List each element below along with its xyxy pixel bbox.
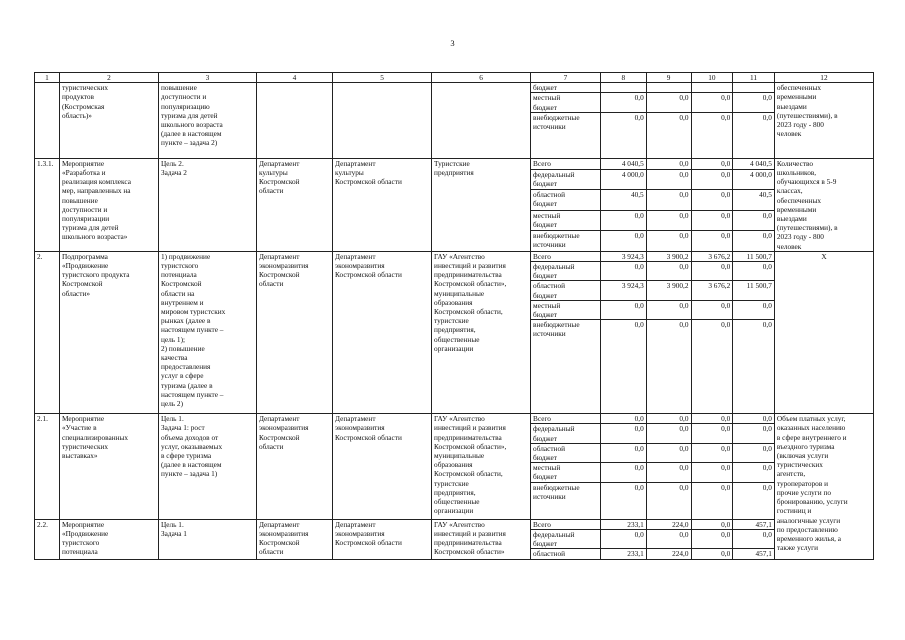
amount-cell: 0,0 [733,262,775,281]
amount-cell: 0,0 [600,529,646,548]
amount-cell: 0,0 [600,424,646,443]
item-result: Объем платных услуг, оказанных населению в сфере внутреннего и въездного туризма (включая услуги туристических агентств, туроператоров и прочие услуги по бронированию, услуги гостиниц и аналогичные услуги по предоставлению временного жилья, а также услуги [774,414,873,559]
funding-source: внебюджетные источники [531,112,601,158]
amount-cell: 4 040,5 [600,158,646,169]
item-name: туристических продуктов (Костромская область)» [60,83,159,159]
item-goal: Цель 2. Задача 2 [159,158,257,251]
item-participants [432,83,531,159]
funding-source: местный бюджет [531,300,601,319]
amount-cell: 4 040,5 [733,158,775,169]
amount-cell: 0,0 [733,482,775,519]
item-participants: ГАУ «Агентство инвестиций и развития предпринимательства Костромской области», муниципальные образования Костромской области, туристские предприятия, общественные организации [432,251,531,413]
amount-cell: 0,0 [691,262,733,281]
item-number: 2.2. [35,519,60,559]
amount-cell: 0,0 [646,300,691,319]
amount-cell: 0,0 [691,93,733,112]
funding-source: областной бюджет [531,190,601,211]
amount-cell: 0,0 [691,443,733,462]
amount-cell: 40,5 [600,190,646,211]
amount-cell: 3 924,3 [600,251,646,261]
header-cell: 9 [646,73,691,83]
amount-cell: 457,1 [733,519,775,529]
item-coexecutor: Департамент экономразвития Костромской области [333,414,432,519]
item-responsible: Департамент экономразвития Костромской области [256,519,332,559]
funding-source: федеральный бюджет [531,424,601,443]
funding-source: Всего [531,414,601,424]
amount-cell: 0,0 [733,443,775,462]
amount-cell: 0,0 [646,93,691,112]
amount-cell: 0,0 [600,210,646,231]
amount-cell: 0,0 [691,231,733,252]
amount-cell: 0,0 [691,549,733,559]
amount-cell: 0,0 [691,482,733,519]
amount-cell: 0,0 [600,93,646,112]
amount-cell: 0,0 [646,262,691,281]
amount-cell [646,83,691,93]
amount-cell: 0,0 [646,190,691,211]
amount-cell: 0,0 [646,320,691,414]
amount-cell: 0,0 [646,158,691,169]
item-goal: 1) продвижение туристского потенциала Костромской области на внутреннем и мировом туристских рынках (далее в настоящем пункте – цель 1); 2) повышение качества предоставления услуг в сфере туризма (далее в настоящем пункте – цель 2) [159,251,257,413]
amount-cell: 0,0 [646,529,691,548]
amount-cell: 0,0 [600,231,646,252]
item-coexecutor: Департамент культуры Костромской области [333,158,432,251]
amount-cell: 0,0 [600,482,646,519]
amount-cell: 0,0 [646,463,691,482]
item-coexecutor: Департамент экономразвития Костромской области [333,519,432,559]
table-row [35,158,874,169]
amount-cell: 0,0 [691,300,733,319]
funding-source: внебюджетные источники [531,482,601,519]
amount-cell: 0,0 [733,210,775,231]
header-cell: 6 [432,73,531,83]
amount-cell: 0,0 [733,93,775,112]
item-goal: Цель 1. Задача 1: рост объема доходов от услуг, оказываемых в сфере туризма (далее в настоящем пункте – задача 1) [159,414,257,519]
amount-cell: 0,0 [600,463,646,482]
item-name: Подпрограмма «Продвижение туристского продукта Костромской области» [60,251,159,413]
header-cell: 11 [733,73,775,83]
funding-source: федеральный бюджет [531,169,601,190]
amount-cell: 0,0 [691,529,733,548]
funding-source: областной [531,549,601,559]
header-row [35,73,874,83]
amount-cell [733,83,775,93]
item-responsible: Департамент экономразвития Костромской области [256,251,332,413]
header-cell: 10 [691,73,733,83]
table-row [35,414,874,424]
funding-source: местный бюджет [531,463,601,482]
amount-cell: 0,0 [691,190,733,211]
table-row [35,83,874,93]
funding-source: местный бюджет [531,93,601,112]
funding-source: бюджет [531,83,601,93]
item-responsible: Департамент культуры Костромской области [256,158,332,251]
amount-cell: 0,0 [600,443,646,462]
item-participants: ГАУ «Агентство инвестиций и развития предпринимательства Костромской области» [432,519,531,559]
header-cell: 5 [333,73,432,83]
amount-cell: 0,0 [600,112,646,158]
item-result: Количество школьников, обучающихся в 5-9 классах, обеспеченных временными выездами (путешествиями), в 2023 году - 800 человек [774,158,873,251]
item-name: Мероприятие «Участие в специализированных туристических выставках» [60,414,159,519]
amount-cell: 11 500,7 [733,251,775,261]
amount-cell [600,83,646,93]
item-participants: Туристские предприятия [432,158,531,251]
item-name: Мероприятие «Продвижение туристского потенциала [60,519,159,559]
program-table [34,72,874,560]
page-number: 3 [450,38,455,48]
amount-cell: 0,0 [691,112,733,158]
funding-source: федеральный бюджет [531,262,601,281]
amount-cell: 0,0 [646,482,691,519]
amount-cell: 224,0 [646,519,691,529]
item-number [35,83,60,159]
header-cell: 2 [60,73,159,83]
amount-cell: 0,0 [600,414,646,424]
header-cell: 7 [531,73,601,83]
amount-cell: 0,0 [600,262,646,281]
amount-cell: 3 676,2 [691,251,733,261]
amount-cell: 0,0 [733,414,775,424]
amount-cell: 4 000,0 [733,169,775,190]
funding-source: внебюджетные источники [531,231,601,252]
item-participants: ГАУ «Агентство инвестиций и развития предпринимательства Костромской области», муниципальные образования Костромской области, туристские предприятия, общественные организации [432,414,531,519]
table-row [35,251,874,261]
funding-source: областной бюджет [531,443,601,462]
amount-cell: 0,0 [646,231,691,252]
amount-cell: 3 676,2 [691,281,733,300]
amount-cell: 0,0 [733,424,775,443]
amount-cell: 0,0 [691,320,733,414]
amount-cell: 0,0 [733,300,775,319]
amount-cell: 0,0 [600,320,646,414]
amount-cell: 457,1 [733,549,775,559]
header-cell: 1 [35,73,60,83]
amount-cell: 0,0 [646,443,691,462]
funding-source: Всего [531,158,601,169]
item-responsible: Департамент экономразвития Костромской области [256,414,332,519]
item-number: 2. [35,251,60,413]
amount-cell: 0,0 [600,300,646,319]
funding-source: областной бюджет [531,281,601,300]
amount-cell: 11 500,7 [733,281,775,300]
item-result: обеспеченных временными выездами (путешествиями), в 2023 году - 800 человек [774,83,873,159]
table-row [35,519,874,529]
amount-cell: 0,0 [691,519,733,529]
amount-cell: 0,0 [691,414,733,424]
amount-cell: 0,0 [733,112,775,158]
item-number: 1.3.1. [35,158,60,251]
amount-cell: 0,0 [691,463,733,482]
funding-source: Всего [531,251,601,261]
item-number: 2.1. [35,414,60,519]
amount-cell: 0,0 [691,210,733,231]
funding-source: местный бюджет [531,210,601,231]
funding-source: внебюджетные источники [531,320,601,414]
item-coexecutor [333,83,432,159]
amount-cell: 0,0 [733,231,775,252]
header-cell: 8 [600,73,646,83]
amount-cell: 0,0 [733,529,775,548]
amount-cell: 0,0 [646,210,691,231]
item-coexecutor: Департамент экономразвития Костромской области [333,251,432,413]
amount-cell: 233,1 [600,519,646,529]
item-goal: Цель 1. Задача 1 [159,519,257,559]
amount-cell: 3 900,2 [646,251,691,261]
amount-cell: 0,0 [733,463,775,482]
amount-cell: 0,0 [646,169,691,190]
header-cell: 3 [159,73,257,83]
amount-cell: 40,5 [733,190,775,211]
item-result: Х [774,251,873,413]
amount-cell: 224,0 [646,549,691,559]
item-goal: повышение доступности и популяризацию туризма для детей школьного возраста (далее в настоящем пункте – задача 2) [159,83,257,159]
amount-cell: 0,0 [646,424,691,443]
amount-cell: 0,0 [733,320,775,414]
amount-cell: 3 924,3 [600,281,646,300]
amount-cell: 0,0 [691,169,733,190]
header-cell: 4 [256,73,332,83]
funding-source: федеральный бюджет [531,529,601,548]
amount-cell: 0,0 [691,158,733,169]
amount-cell: 3 900,2 [646,281,691,300]
amount-cell: 4 000,0 [600,169,646,190]
item-name: Мероприятие «Разработка и реализация комплекса мер, направленных на повышение доступности и популяризации туризма для детей школьного возраста» [60,158,159,251]
amount-cell: 0,0 [646,112,691,158]
amount-cell: 0,0 [646,414,691,424]
item-responsible [256,83,332,159]
amount-cell [691,83,733,93]
funding-source: Всего [531,519,601,529]
header-cell: 12 [774,73,873,83]
amount-cell: 233,1 [600,549,646,559]
amount-cell: 0,0 [691,424,733,443]
